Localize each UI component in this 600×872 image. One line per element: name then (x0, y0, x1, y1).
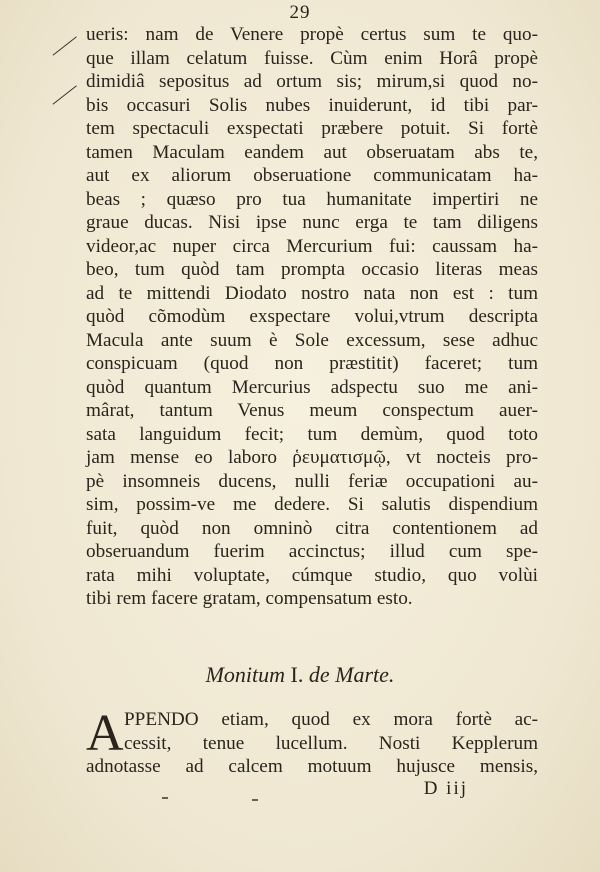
text-line: obseruandum fuerim accinctus; illud cum spe- (86, 541, 538, 562)
text-line: PPENDO etiam, quod ex mora fortè ac- (124, 709, 538, 730)
text-line: ueris: nam de Venere propè certus sum te quo- (86, 24, 538, 45)
text-line: sata languidum fecit; tum demùm, quod toto (86, 423, 538, 445)
section-heading (0, 662, 600, 688)
margin-mark (53, 85, 86, 115)
text-line: beo, tum quòd tam prompta occasio literas meas (86, 259, 538, 280)
text-line: cessit, tenue lucellum. Nosti Kepplerum (124, 732, 538, 754)
text-line: adnotasse ad calcem motuum hujusce mensis, (86, 756, 538, 777)
text-line: beas ; quæso pro tua humanitate impertiri ne (86, 188, 538, 210)
text-line: aut ex aliorum obseruatione communicatam ha- (86, 165, 538, 186)
ink-speck (162, 797, 168, 799)
text-line: bis occasuri Solis nubes inuiderunt, id tibi par- (86, 94, 538, 116)
text-line: quòd quantum Mercurius adspectu suo me ani- (86, 376, 538, 398)
main-paragraph (86, 23, 538, 611)
text-line: rata mihi voluptate, cúmque studio, quo volùi (86, 564, 538, 586)
text-line: pè insomneis ducens, nulli feriæ occupationi au- (86, 470, 538, 492)
ink-speck (252, 799, 258, 801)
text-line: quòd cõmodùm exspectare volui,vtrum descripta (86, 306, 538, 327)
text-line: conspicuam (quod non præstitit) faceret; tum (86, 353, 538, 374)
heading-number: I. (290, 662, 304, 687)
text-line: mârat, tantum Venus meum conspectum auer- (86, 400, 538, 421)
text-line: jam mense eo laboro ῥευματισμῷ, vt nocteis pro- (86, 447, 538, 468)
text-line: videor,ac nuper circa Mercurium fui: caussam ha- (86, 235, 538, 257)
heading-prefix: Monitum (205, 662, 286, 687)
monitum-paragraph (86, 705, 538, 779)
text-line: tem spectaculi exspectati præbere potuit. Si fortè (86, 118, 538, 139)
text-line: tibi rem facere gratam, compensatum esto. (86, 588, 413, 609)
text-line: dimidiâ sepositus ad ortum sis; mirum,si quod no- (86, 71, 538, 92)
text-line: graue ducas. Nisi ipse nunc erga te tam diligens (86, 212, 538, 233)
text-line: fuit, quòd non omninò citra contentionem ad (86, 517, 538, 539)
signature-text: D iij (423, 778, 468, 799)
text-line: Macula ante suum è Sole excessum, sese adhuc (86, 329, 538, 351)
page-number: 29 (289, 2, 311, 23)
heading-suffix: de Marte. (308, 662, 395, 687)
text-line: sim, possim-ve me dedere. Si salutis dispendium (86, 494, 538, 515)
drop-cap: A (86, 705, 124, 762)
margin-mark (53, 36, 86, 66)
text-line: que illam celatum fuisse. Cùm enim Horâ propè (86, 47, 538, 69)
text-line: tamen Maculam eandem aut obseruatam abs te, (86, 141, 538, 163)
text-line: ad te mittendi Diodato nostro nata non est : tum (86, 282, 538, 304)
